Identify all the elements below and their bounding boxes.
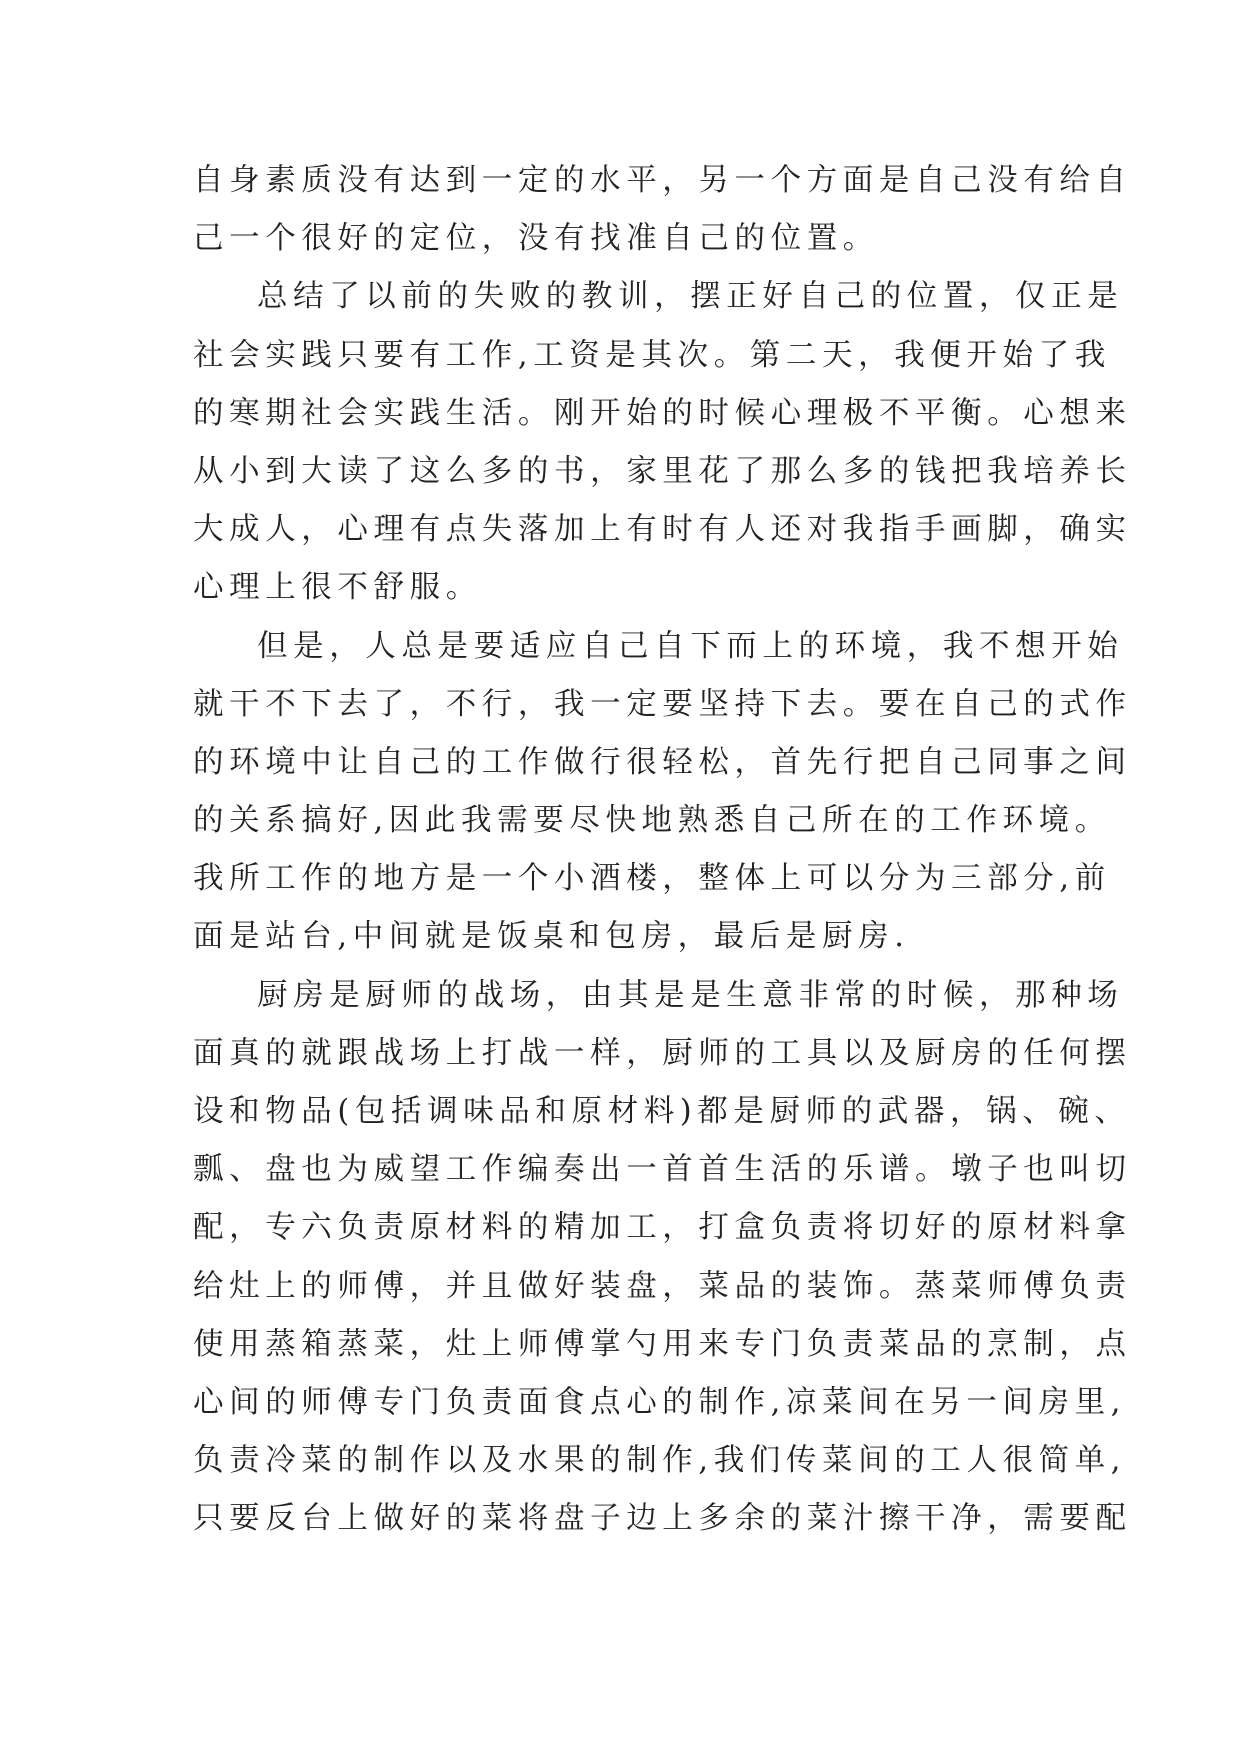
- text-line: 从小到大读了这么多的书，家里花了那么多的钱把我培养长: [193, 453, 1132, 489]
- text-line: 只要反台上做好的菜将盘子边上多余的菜汁擦干净，需要配: [193, 1501, 1132, 1537]
- text-line: 的寒期社会实践生活。刚开始的时候心理极不平衡。心想来: [193, 395, 1132, 431]
- paragraph-first-line: 但是，人总是要适应自己自下而上的环境，我不想开始: [257, 628, 1124, 664]
- text-line: 配，专六负责原材料的精加工，打盒负责将切好的原材料拿: [193, 1210, 1132, 1246]
- text-line: 就干不下去了，不行，我一定要坚持下去。要在自己的式作: [193, 686, 1132, 722]
- text-line: 心间的师傅专门负责面食点心的制作,凉菜间在另一间房里,: [193, 1384, 1127, 1420]
- text-line: 设和物品(包括调味品和原材料)都是厨师的武器，锅、碗、: [193, 1094, 1131, 1129]
- text-line: 的环境中让自己的工作做行很轻松，首先行把自己同事之间: [193, 744, 1132, 780]
- text-line: 给灶上的师傅，并且做好装盘，菜品的装饰。蒸菜师傅负责: [193, 1268, 1132, 1304]
- text-line: 的关系搞好,因此我需要尽快地熟悉自己所在的工作环境。: [193, 803, 1111, 839]
- text-line: 面是站台,中间就是饭桌和包房，最后是厨房.: [193, 919, 910, 955]
- text-line: 使用蒸箱蒸菜，灶上师傅掌勺用来专门负责菜品的烹制，点: [193, 1326, 1132, 1362]
- text-line: 我所工作的地方是一个小酒楼，整体上可以分为三部分,前: [193, 861, 1111, 897]
- text-line: 心理上很不舒服。: [193, 570, 482, 606]
- document-body: [193, 152, 1132, 1549]
- text-line: 瓢、盘也为威望工作编奏出一首首生活的乐谱。墩子也叫切: [193, 1152, 1132, 1188]
- text-line: 负责冷菜的制作以及水果的制作,我们传菜间的工人很简单,: [193, 1443, 1127, 1479]
- text-line: 自身素质没有达到一定的水平，另一个方面是自己没有给自: [193, 163, 1132, 198]
- paragraph-first-line: 厨房是厨师的战场，由其是是生意非常的时候，那种场: [257, 977, 1124, 1013]
- paragraph-first-line: 总结了以前的失败的教训，摆正好自己的位置，仅正是: [257, 279, 1124, 315]
- text-line: 大成人，心理有点失落加上有时有人还对我指手画脚，确实: [193, 512, 1132, 548]
- text-line: 面真的就跟战场上打战一样，厨师的工具以及厨房的任何摆: [193, 1035, 1132, 1071]
- text-line: 己一个很好的定位，没有找准自己的位置。: [193, 221, 879, 257]
- text-line: 社会实践只要有工作,工资是其次。第二天，我便开始了我: [193, 337, 1111, 373]
